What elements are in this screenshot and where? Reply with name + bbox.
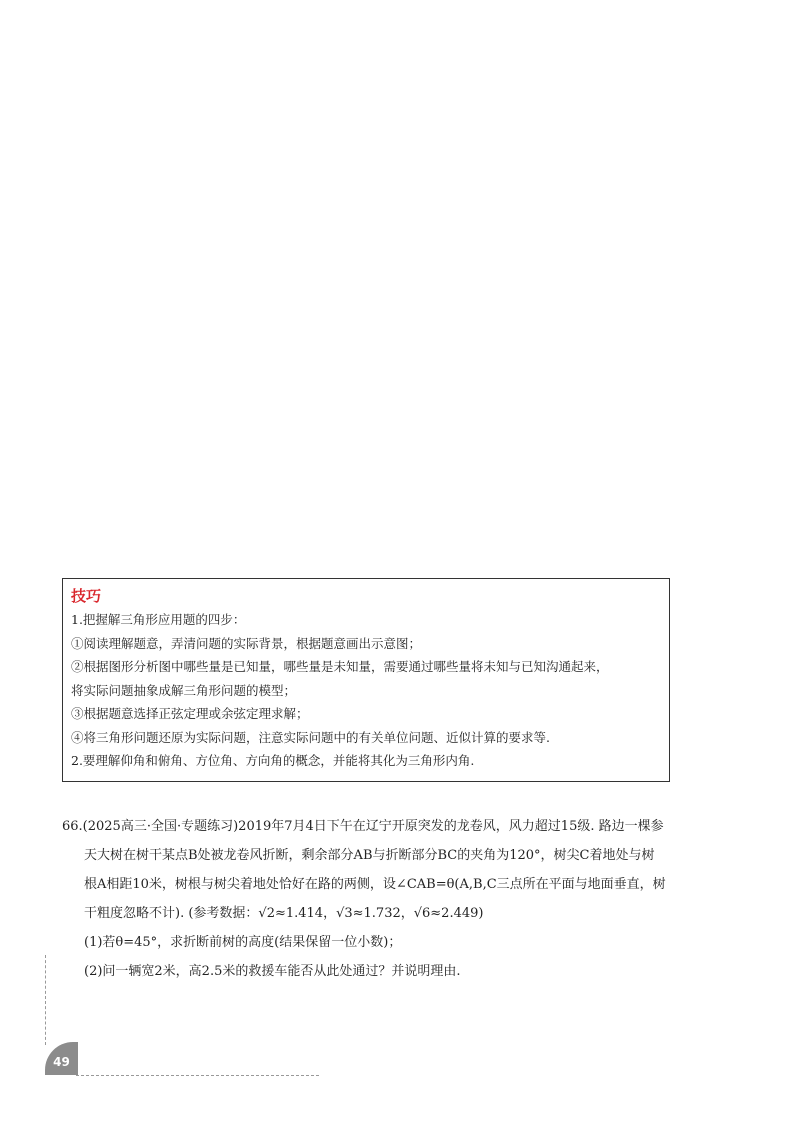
tip-line-1: 1.把握解三角形应用题的四步： <box>71 612 246 627</box>
sub-question-1: (1)若θ=45°，求折断前树的高度(结果保留一位小数)； <box>84 935 402 950</box>
tip-title: 技巧 <box>71 587 102 605</box>
tip-line-6: ④将三角形问题还原为实际问题，注意实际问题中的有关单位问题、近似计算的要求等. <box>71 729 550 745</box>
page-margin-dashed-horizontal <box>76 1075 319 1076</box>
problem-line-2: 天大树在树干某点B处被龙卷风折断，剩余部分AB与折断部分BC的夹角为120°，树尖C着地处与树 <box>84 848 655 863</box>
page-number: 49 <box>53 1055 70 1069</box>
problem-line-4: 干粗度忽略不计). (参考数据：√2≈1.414，√3≈1.732，√6≈2.449) <box>84 906 484 921</box>
tip-line-5: ③根据题意选择正弦定理或余弦定理求解； <box>71 706 309 721</box>
sub-question-2: (2)问一辆宽2米，高2.5米的救援车能否从此处通过？并说明理由. <box>84 964 461 979</box>
tip-line-2: ①阅读理解题意，弄清问题的实际背景，根据题意画出示意图； <box>71 635 422 651</box>
page-margin-dashed-vertical <box>45 955 46 1045</box>
problem-line-1: 66.(2025高三·全国·专题练习)2019年7月4日下午在辽宁开原突发的龙卷风，风力超过15级. 路边一棵参 <box>62 819 664 834</box>
problem-line-3: 根A相距10米，树根与树尖着地处恰好在路的两侧，设∠CAB=θ(A,B,C三点所在平面与地面垂直，树 <box>84 877 666 892</box>
tip-box <box>62 578 670 782</box>
problem-66 <box>62 812 752 986</box>
page-number-tab <box>45 1042 78 1075</box>
tip-line-3: ②根据图形分析图中哪些量是已知量，哪些量是未知量，需要通过哪些量将未知与已知沟通起来， <box>71 659 609 674</box>
tip-line-4: 将实际问题抽象成解三角形问题的模型； <box>71 682 297 698</box>
tip-line-7: 2.要理解仰角和俯角、方位角、方向角的概念，并能将其化为三角形内角. <box>71 753 475 768</box>
